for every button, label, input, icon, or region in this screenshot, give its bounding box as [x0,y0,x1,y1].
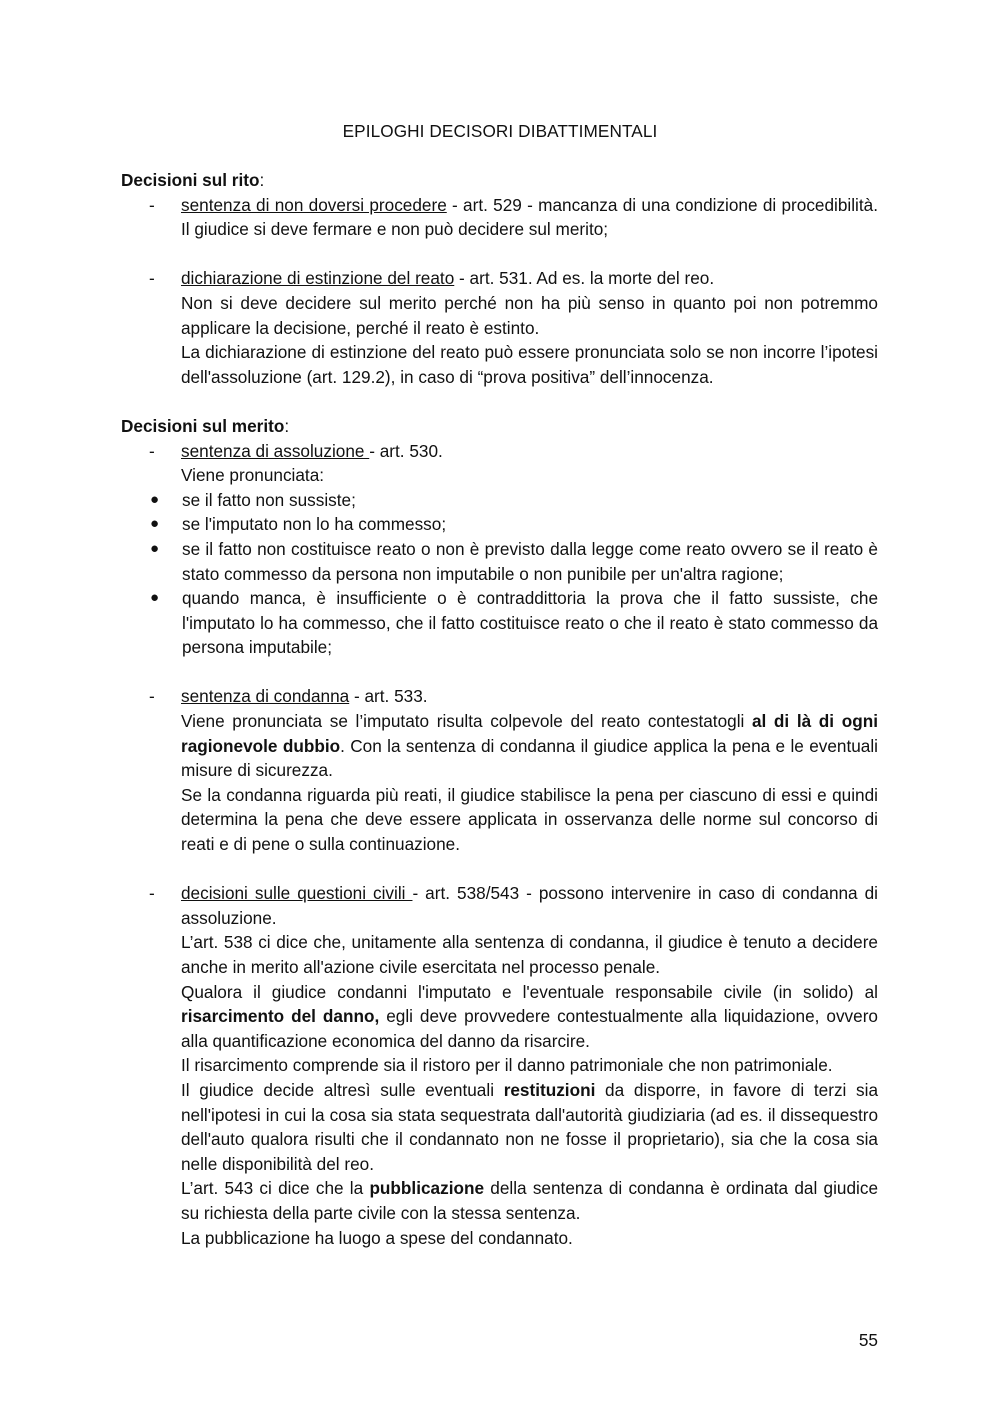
bullet-icon: ● [150,589,160,607]
dash-marker: - [149,194,155,215]
bullet-list [121,488,878,660]
section-heading-rito: Decisioni sul rito: [121,170,265,190]
paragraph: Il giudice decide altresì sulle eventuali restituzioni da disporre, in favore di terzi sia nell'ipotesi in cui la cosa sia stata sequestrata dall'autorità giudiziaria (ad es. il dissequestro dell'auto qualora risulti che il condannato non ne fosse il proprietario), sia che la cosa sia nelle disponibilità del reo. [181,1079,878,1174]
paragraph: Viene pronunciata se l’imputato risulta colpevole del reato contestatogli al di là di ogni ragionevole dubbio. Con la sentenza di condanna il giudice applica la pena e le eventuali misure di sicurezza. [181,711,879,781]
page-number: 55 [858,1330,878,1350]
item-title: dichiarazione di estinzione del reato [181,268,455,289]
paragraph: L’art. 543 ci dice che la pubblicazione della sentenza di condanna è ordinata dal giudice su richiesta della parte civile con la stessa sentenza. [181,1178,879,1223]
list-item: ● se il fatto non costituisce reato o non è previsto dalla legge come reato ovvero se il reato è stato commesso da persona non imputabile o non punibile per un'altra ragione; [150,538,878,584]
paragraph: La pubblicazione ha luogo a spese del condannato. [181,1227,573,1248]
dash-marker: - [149,268,155,289]
paragraph: La dichiarazione di estinzione del reato può essere pronunciata solo se non incorre l’ipotesi dell'assoluzione (art. 129.2), in caso di “prova positiva” dell’innocenza. [181,342,878,387]
paragraph: Il risarcimento comprende sia il ristoro per il danno patrimoniale che non patrimoniale. [181,1055,833,1076]
bullet-icon: ● [150,515,160,533]
list-item-questioni-civili: - decisioni sulle questioni civili - art. 538/543 - possono intervenire in caso di condanna di assoluzione. L’art. 538 ci dice che, unitamente alla sentenza di condanna, il giudice è tenuto a decidere anche in merito all'azione civile esercitata nel processo penale. Qualora il giudice condanni l'imputato e l'eventuale responsabile civile (in solido) al risarcimento del danno, egli deve provvedere contestualmente alla liquidazione, ovvero alla quantificazione economica del danno da risarcire. Il risarcimento comprende sia il ristoro per il danno patrimoniale che non patrimoniale. Il giudice decide altresì sulle eventuali restituzioni da disporre, in favore di terzi sia nell'ipotesi in cui la cosa sia stata sequestrata dall'autorità giudiziaria (ad es. il dissequestro dell'auto qualora risulti che il condannato non ne fosse il proprietario), sia che la cosa sia nelle disponibilità del reo. L’art. 543 ci dice che la pubblicazione della sentenza di condanna è ordinata dal giudice su richiesta della parte civile con la stessa sentenza. La pubblicazione ha luogo a spese del condannato. [121,881,878,1250]
list-item-non-doversi-procedere: - sentenza di non doversi procedere - art. 529 - mancanza di una condizione di procedibilità. Il giudice si deve fermare e non può decidere sul merito; [149,194,878,240]
paragraph: Non si deve decidere sul merito perché non ha più senso in quanto poi non potremmo applicare la decisione, perché il reato è estinto. [181,292,878,338]
document-body [121,168,878,1250]
list-item: ● se il fatto non sussiste; [121,488,878,513]
paragraph: Viene pronunciata: [181,465,325,486]
section-heading-merito: Decisioni sul merito: [121,415,290,436]
page-title: EPILOGHI DECISORI DIBATTIMENTALI [342,121,658,141]
item-title: sentenza di condanna [181,686,350,707]
list-item: ● quando manca, è insufficiente o è contraddittoria la prova che il fatto sussiste, che l'imputato lo ha commesso, che il fatto costituisce reato o che il reato è stato commesso da persona imputabile; [150,588,878,658]
bullet-icon: ● [150,490,160,508]
list-item-condanna: - sentenza di condanna - art. 533. Viene pronunciata se l’imputato risulta colpevole del reato contestatogli al di là di ogni ragionevole dubbio. Con la sentenza di condanna il giudice applica la pena e le eventuali misure di sicurezza. Se la condanna riguarda più reati, il giudice stabilisce la pena per ciascuno di essi e quindi determina la pena che deve essere applicata in osservanza delle norme sul concorso di reati e di pene o sulla continuazione. [121,684,878,856]
dash-marker: - [149,440,155,461]
dash-marker: - [149,883,155,904]
paragraph: Qualora il giudice condanni l'imputato e l'eventuale responsabile civile (in solido) al risarcimento del danno, egli deve provvedere contestualmente alla liquidazione, ovvero alla quantificazione economica del danno da risarcire. [181,981,878,1051]
paragraph: L’art. 538 ci dice che, unitamente alla sentenza di condanna, il giudice è tenuto a decidere anche in merito all'azione civile esercitata nel processo penale. [181,932,878,977]
bullet-icon: ● [150,539,160,557]
dash-marker: - [149,686,155,707]
list-item: ● se l'imputato non lo ha commesso; [121,512,878,537]
item-title: sentenza di non doversi procedere [181,194,447,215]
item-title: sentenza di assoluzione [181,440,370,461]
item-title: decisioni sulle questioni civili [181,883,413,904]
list-item-estinzione-reato: - dichiarazione di estinzione del reato - art. 531. Ad es. la morte del reo. Non si deve decidere sul merito perché non ha più senso in quanto poi non potremmo applicare la decisione, perché il reato è estinto. La dichiarazione di estinzione del reato può essere pronunciata solo se non incorre l’ipotesi dell'assoluzione (art. 129.2), in caso di “prova positiva” dell’innocenza. [121,266,878,389]
list-item-assoluzione: - sentenza di assoluzione - art. 530. Viene pronunciata: [121,439,878,488]
paragraph: Se la condanna riguarda più reati, il giudice stabilisce la pena per ciascuno di essi e quindi determina la pena che deve essere applicata in osservanza delle norme sul concorso di reati e di pene o sulla continuazione. [181,784,878,855]
